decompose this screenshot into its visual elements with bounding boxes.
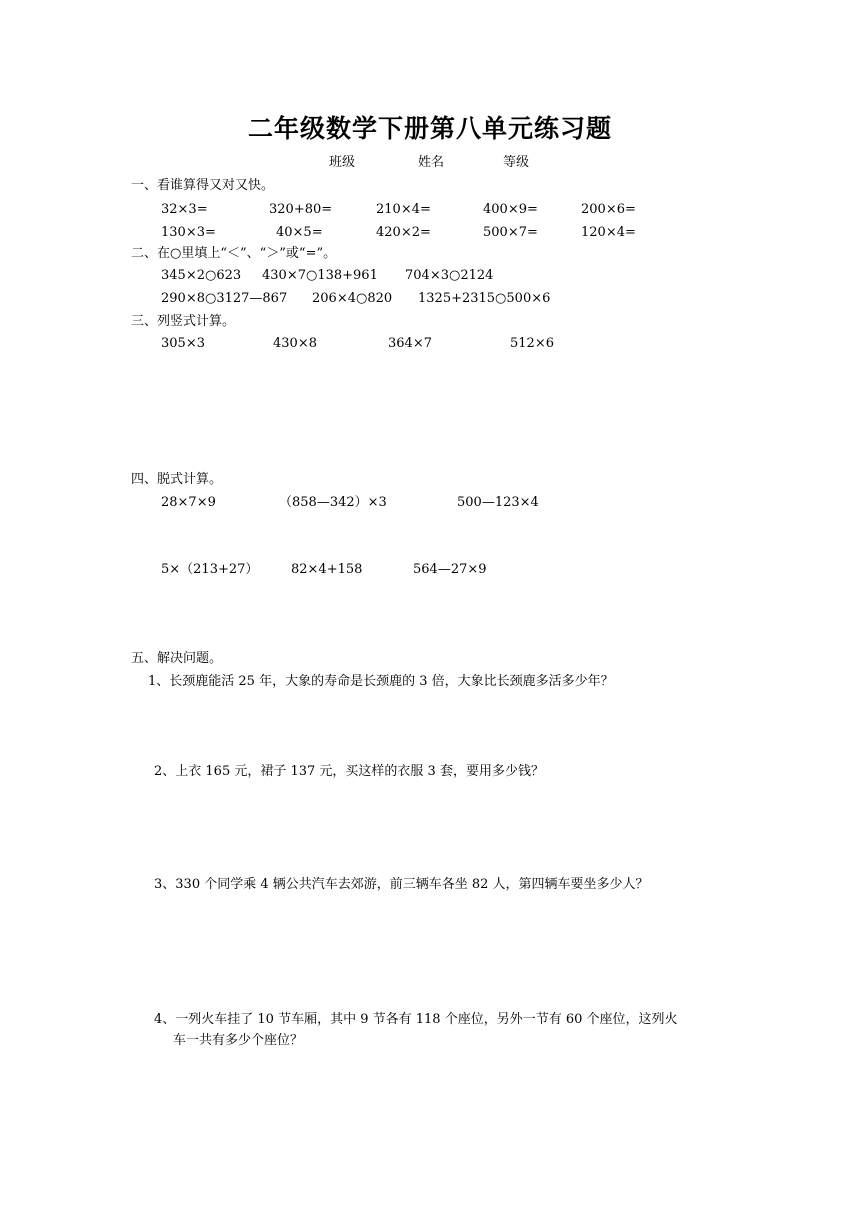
exercise: 430×7○138+961 — [262, 268, 378, 283]
exercise: 512×6 — [510, 336, 554, 351]
section-3-heading: 三、列竖式计算。 — [131, 314, 236, 329]
word-problem-1: 1、长颈鹿能活 25 年，大象的寿命是长颈鹿的 3 倍，大象比长颈鹿多活多少年？ — [148, 674, 614, 689]
exercise: 210×4= — [376, 202, 431, 217]
exercise: 320+80= — [269, 202, 333, 217]
exercise: 500×7= — [483, 225, 538, 240]
exercise: 82×4+158 — [291, 562, 363, 577]
word-problem-3: 3、330 个同学乘 4 辆公共汽车去郊游，前三辆车各坐 82 人，第四辆车要坐多少人？ — [154, 877, 649, 892]
exercise: 364×7 — [388, 336, 432, 351]
exercise: 5×（213+27） — [161, 562, 259, 577]
exercise: 345×2○623 — [161, 268, 242, 283]
exercise: 206×4○820 — [312, 291, 393, 306]
name-label: 姓名 — [418, 155, 445, 170]
exercise: 130×3= — [161, 225, 216, 240]
exercise: 564—27×9 — [413, 562, 487, 577]
exercise: 430×8 — [273, 336, 317, 351]
exercise: 28×7×9 — [161, 495, 216, 510]
exercise: 420×2= — [376, 225, 431, 240]
word-problem-4-continued: 车一共有多少个座位？ — [173, 1033, 304, 1048]
exercise: 40×5= — [276, 225, 323, 240]
page-title: 二年级数学下册第八单元练习题 — [247, 114, 612, 143]
word-problem-2: 2、上衣 165 元，裙子 137 元，买这样的衣服 3 套，要用多少钱？ — [154, 764, 544, 779]
exercise: 704×3○2124 — [405, 268, 494, 283]
exercise: 500—123×4 — [457, 495, 539, 510]
exercise: 120×4= — [581, 225, 636, 240]
class-label: 班级 — [329, 155, 356, 170]
exercise: 400×9= — [483, 202, 538, 217]
exercise: 200×6= — [581, 202, 636, 217]
exercise: （858—342）×3 — [279, 495, 387, 510]
section-5-heading: 五、解决问题。 — [131, 651, 223, 666]
exercise: 32×3= — [161, 202, 208, 217]
section-2-heading: 二、在○里填上“＜”、“＞”或“=”。 — [131, 246, 337, 261]
section-1-heading: 一、看谁算得又对又快。 — [131, 178, 275, 193]
word-problem-4: 4、一列火车挂了 10 节车厢，其中 9 节各有 118 个座位，另外一节有 60 个座位，这列火 — [154, 1012, 678, 1027]
exercise: 1325+2315○500×6 — [418, 291, 551, 306]
exercise: 290×8○3127—867 — [161, 291, 288, 306]
section-4-heading: 四、脱式计算。 — [131, 472, 223, 487]
exercise: 305×3 — [161, 336, 205, 351]
grade-label: 等级 — [503, 155, 530, 170]
